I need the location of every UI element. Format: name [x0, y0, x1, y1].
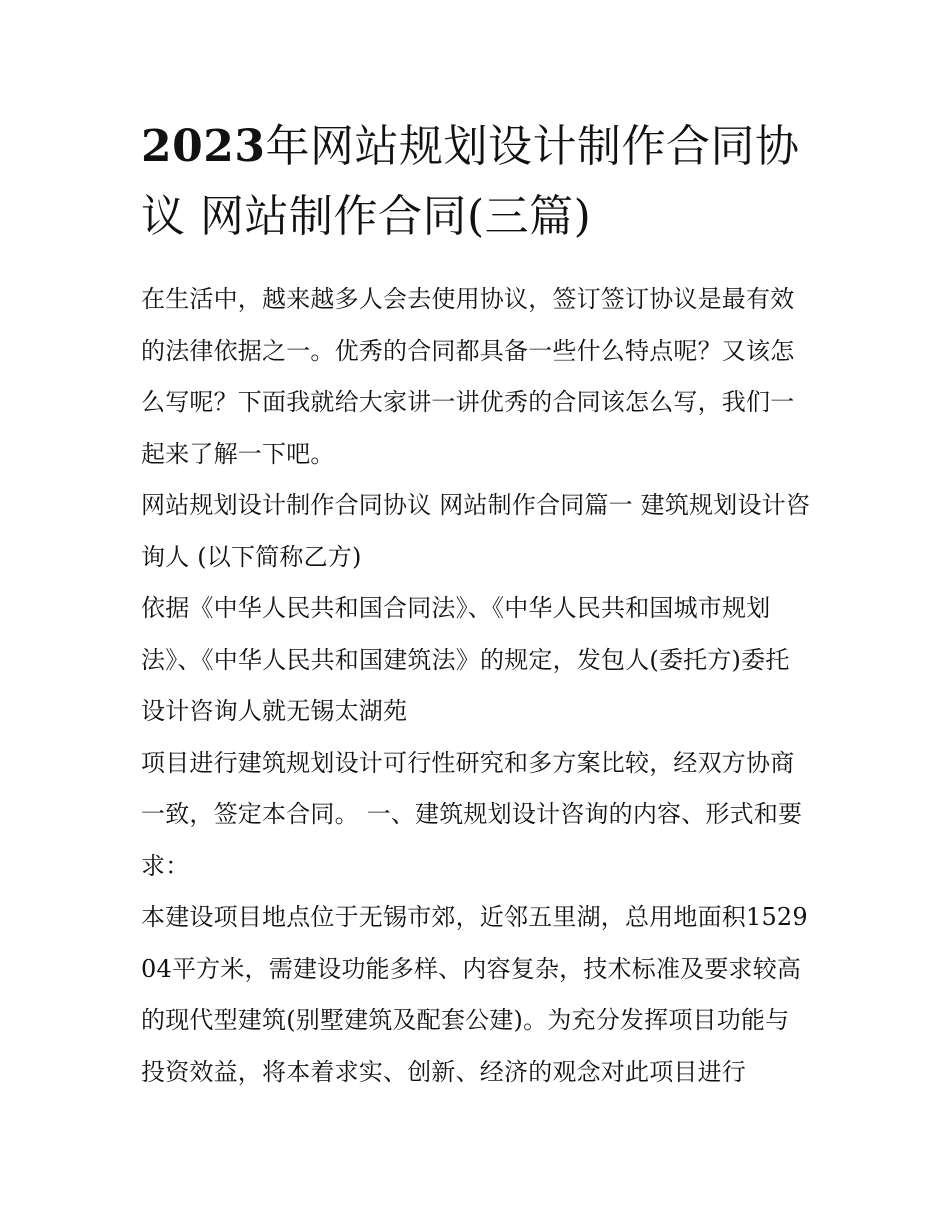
- paragraph-project-scope: 项目进行建筑规划设计可行性研究和多方案比较，经双方协商一致，签定本合同。 一、建筑规划设计咨询的内容、形式和要求：: [141, 748, 803, 880]
- paragraph-project-details: 本建设项目地点位于无锡市郊，近邻五里湖，总用地面积152904平方米，需建设功能多样、内容复杂，技术标准及要求较高的现代型建筑(别墅建筑及配套公建)。为充分发挥项目功能与投资效益，将本着求实、创新、经济的观念对此项目进行: [141, 903, 808, 1086]
- document-title: [141, 112, 813, 252]
- paragraph-legal-basis: 依据《中华人民共和国合同法》、《中华人民共和国城市规划法》、《中华人民共和国建筑法》的规定，发包人(委托方)委托设计咨询人就无锡太湖苑: [141, 594, 790, 725]
- paragraph-section-heading: 网站规划设计制作合同协议 网站制作合同篇一 建筑规划设计咨询人 (以下简称乙方): [141, 491, 811, 571]
- title-text: 年网站规划设计制作合同协议 网站制作合同(三篇): [141, 121, 800, 242]
- paragraph-intro: 在生活中，越来越多人会去使用协议，签订签订协议是最有效的法律依据之一。优秀的合同都具备一些什么特点呢？又该怎么写呢？下面我就给大家讲一讲优秀的合同该怎么写，我们一起来了解一下吧。: [141, 285, 795, 468]
- title-year: 2023: [141, 121, 266, 172]
- document-page: [141, 112, 813, 1098]
